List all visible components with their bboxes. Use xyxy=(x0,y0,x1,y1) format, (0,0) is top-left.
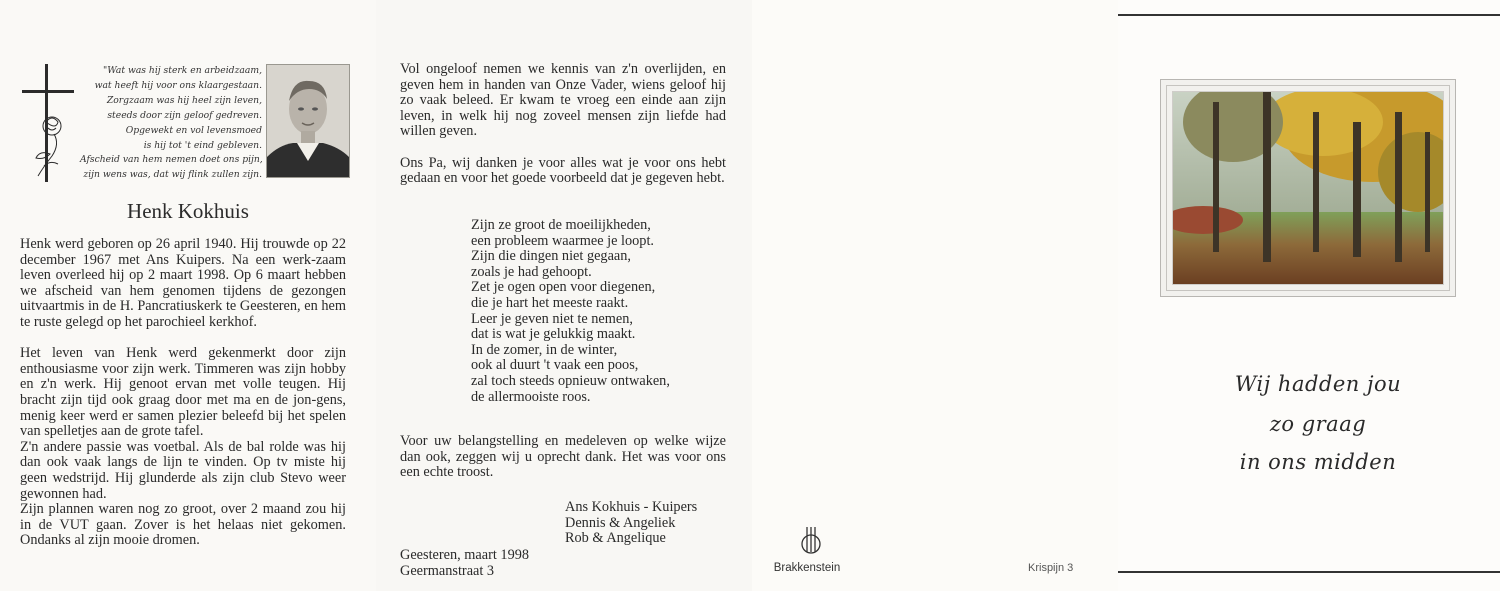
poem-line: zoals je had gehoopt. xyxy=(471,263,592,280)
place-date: Geesteren, maart 1998 xyxy=(400,547,530,563)
poem-line: In de zomer, in de winter, xyxy=(471,341,618,358)
biography-paragraph: Z'n andere passie was voetbal. Als de bal rolde was hij dan ook vaak langs de lijn te vinden. Op tv miste hij geen wedstrijd. Hij glunderde als zijn club Stevo weer gewonnen had. xyxy=(20,438,346,502)
biography-paragraph: Zijn plannen waren nog zo groot, over 2 maand zou hij in de VUT gaan. Zover is het helaas niet gekomen. Ondanks al zijn mooie dromen. xyxy=(20,501,346,549)
verse-line: is hij tot 't eind gebleven. xyxy=(143,139,262,151)
poem-line: ook al duurt 't vaak een poos, xyxy=(471,357,639,374)
biography-text xyxy=(20,237,346,549)
verse-left xyxy=(80,64,262,183)
poem-line: zal toch steeds opnieuw ontwaken, xyxy=(471,372,670,389)
memorial-panel-cover xyxy=(1118,0,1500,591)
poem xyxy=(471,218,670,405)
cover-script-line: Wij hadden jou xyxy=(1234,372,1402,396)
poem-line: een probleem waarmee je loopt. xyxy=(471,232,654,249)
cross-with-rose-icon xyxy=(20,62,76,184)
top-rule xyxy=(1118,14,1500,16)
poem-line: Zijn ze groot de moeilijkheden, xyxy=(471,217,651,233)
poem-line: Zijn die dingen niet gegaan, xyxy=(471,248,631,265)
farewell-text xyxy=(400,62,726,202)
verse-line: Afscheid van hem nemen doet ons pijn, xyxy=(80,154,263,166)
biography-paragraph: Het leven van Henk werd gekenmerkt door zijn enthousiasme voor zijn werk. Timmeren was zijn hobby en z'n werk. Hij genoot ervan met volle teugen. Hij bracht zijn tijd ook graag door met ma en de jon-gens, menig keer werd er samen plezier beleefd bij het spelen van spelletjes aan de grote tafel. xyxy=(20,345,346,440)
verse-line: "Wat was hij sterk en arbeidzaam, xyxy=(103,65,262,76)
poem-line: de allermooiste roos. xyxy=(471,388,591,405)
place-and-address xyxy=(400,548,529,579)
autumn-park-photo xyxy=(1172,91,1444,285)
biography-paragraph: Henk werd geboren op 26 april 1940. Hij trouwde op 22 december 1967 met Ans Kuipers. Na een werk-zaam leven overleed hij op 2 maart 1998. Op 6 maart hebben we afscheid van hem genomen tijdens de gezongen uitvaartmis in de H. Pancratiuskerk te Geesteren, en hem te ruste gelegd op het parochieel kerkhof. xyxy=(20,236,346,330)
memorial-panel-left xyxy=(0,0,376,591)
bottom-rule xyxy=(1118,571,1500,573)
verse-line: steeds door zijn geloof gedreven. xyxy=(107,109,262,121)
memorial-panel-text xyxy=(376,0,752,591)
deceased-name: Henk Kokhuis xyxy=(127,199,249,223)
cover-script-line: zo graag xyxy=(1269,412,1367,436)
thanks-text: Voor uw belangstelling en medeleven op welke wijze dan ook, zeggen wij u oprecht dank. Het was voor ons een echte troost. xyxy=(400,433,726,481)
poem-line: Leer je geven niet te nemen, xyxy=(471,310,633,327)
verse-line: Opgewekt en vol levensmoed xyxy=(125,124,262,136)
poem-line: dat is wat je gelukkig maakt. xyxy=(471,326,636,343)
signer-name: Rob & Angelique xyxy=(565,530,666,547)
signer-name: Ans Kokhuis - Kuipers xyxy=(565,499,698,515)
memorial-panel-back xyxy=(752,0,1118,591)
farewell-paragraph: Ons Pa, wij danken je voor alles wat je voor ons hebt gedaan en voor het goede voorbeeld dat je gegeven hebt. xyxy=(400,154,726,187)
cover-script-line: in ons midden xyxy=(1239,450,1397,474)
poem-line: die je hart het meeste raakt. xyxy=(471,294,629,311)
publisher-logo-icon xyxy=(796,524,826,556)
street-address: Geermanstraat 3 xyxy=(400,562,495,579)
verse-line: Zorgzaam was hij heel zijn leven, xyxy=(106,94,262,106)
verse-line: zijn wens was, dat wij flink zullen zijn. xyxy=(83,169,262,181)
farewell-paragraph: Vol ongeloof nemen we kennis van z'n overlijden, en geven hem in handen van Onze Vader, wiens geloof hij zo vaak beleed. Er kwam te vroeg een einde aan zijn leven, in welk hij nog zoveel mensen zijn liefde had willen geven. xyxy=(400,61,726,140)
poem-line: Zet je ogen open voor diegenen, xyxy=(471,279,656,296)
publisher-name: Brakkenstein xyxy=(773,562,841,574)
signer-name: Dennis & Angeliek xyxy=(565,514,676,531)
verse-line: wat heeft hij voor ons klaargestaan. xyxy=(94,79,262,91)
card-code: Krispijn 3 xyxy=(1028,562,1074,574)
family-signatures xyxy=(565,500,697,547)
photo-frame xyxy=(1160,79,1456,297)
portrait-photo xyxy=(266,64,350,178)
